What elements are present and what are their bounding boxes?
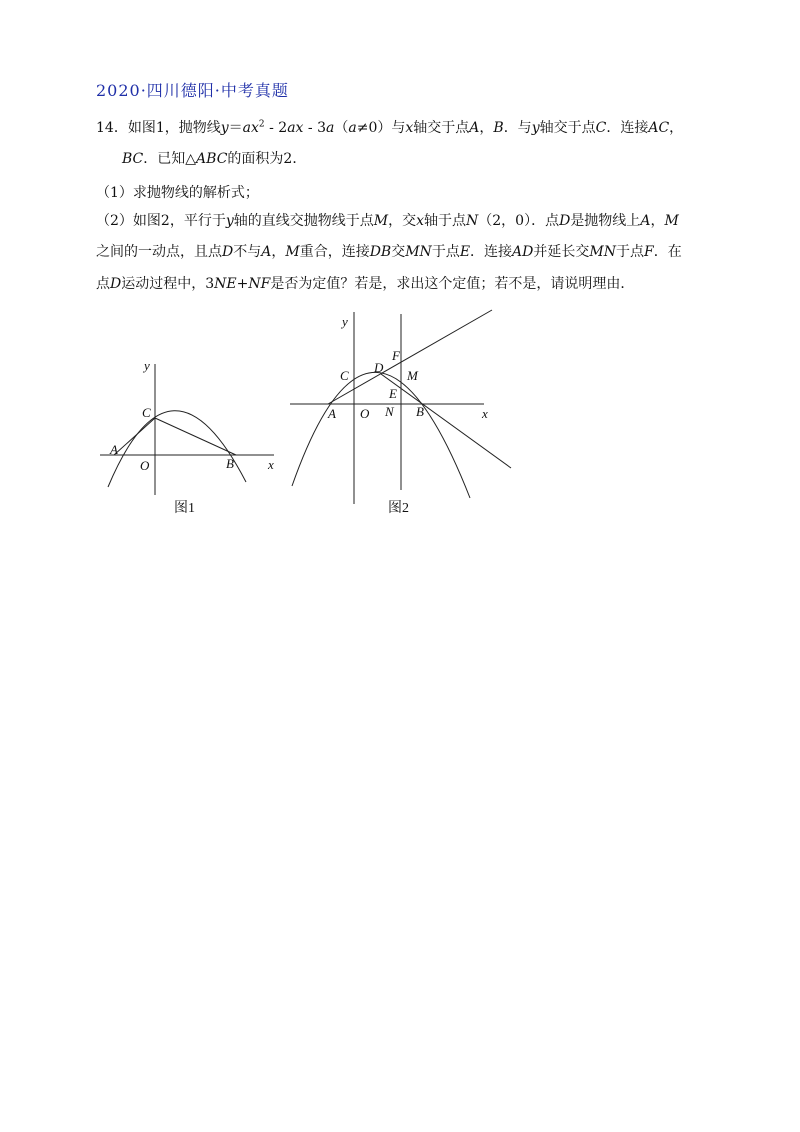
fig2-label-f: F (392, 348, 400, 363)
source-title: 2020·四川德阳·中考真题 (96, 81, 289, 100)
fig1-segment-bc (155, 418, 236, 455)
part-2-line-1: （2）如图2，平行于y轴的直线交抛物线于点M，交x轴于点N（2，0）．点D是抛物线上A，M (96, 213, 679, 229)
figure-1 (96, 352, 286, 526)
fig2-caption: 图2 (388, 501, 409, 516)
figure-1-diagram (96, 352, 286, 522)
fig2-label-d: D (374, 360, 384, 375)
problem-line-2: BC．已知△ABC的面积为2． (122, 151, 307, 167)
fig2-label-o: O (360, 406, 370, 421)
fig2-parabola (292, 372, 470, 498)
figure-2 (286, 308, 518, 524)
fig1-caption: 图1 (174, 501, 195, 516)
fig1-segment-ac (114, 418, 155, 455)
fig2-label-x: x (482, 406, 488, 421)
part-2-line-3: 点D运动过程中，3NE+NF是否为定值？若是，求出这个定值；若不是，请说明理由． (96, 276, 635, 292)
fig1-parabola (108, 411, 246, 487)
fig2-label-c: C (340, 368, 349, 383)
fig2-label-a: A (328, 406, 336, 421)
fig1-label-a: A (110, 442, 118, 457)
fig1-label-x: x (268, 457, 274, 472)
fig2-label-y: y (342, 314, 348, 329)
part-2-line-2: 之间的一动点，且点D不与A，M重合，连接DB交MN于点E．连接AD并延长交MN于点F．在 (96, 244, 682, 260)
fig2-label-b: B (416, 404, 424, 419)
part-1: （1）求抛物线的解析式； (96, 185, 259, 201)
fig1-label-y: y (144, 358, 150, 373)
fig2-label-m: M (407, 368, 418, 383)
fig2-label-e: E (389, 386, 397, 401)
figure-2-diagram (286, 308, 518, 520)
fig1-label-o: O (140, 458, 150, 473)
fig1-label-c: C (142, 405, 151, 420)
fig2-label-n: N (385, 404, 394, 419)
fig1-label-b: B (226, 456, 234, 471)
problem-line-1: 14．如图1，抛物线$y=ax^2 - 2ax - 3a(a\ne 0)$与x轴交于点A，B．与y轴交于点C．连接AC， (96, 119, 684, 136)
